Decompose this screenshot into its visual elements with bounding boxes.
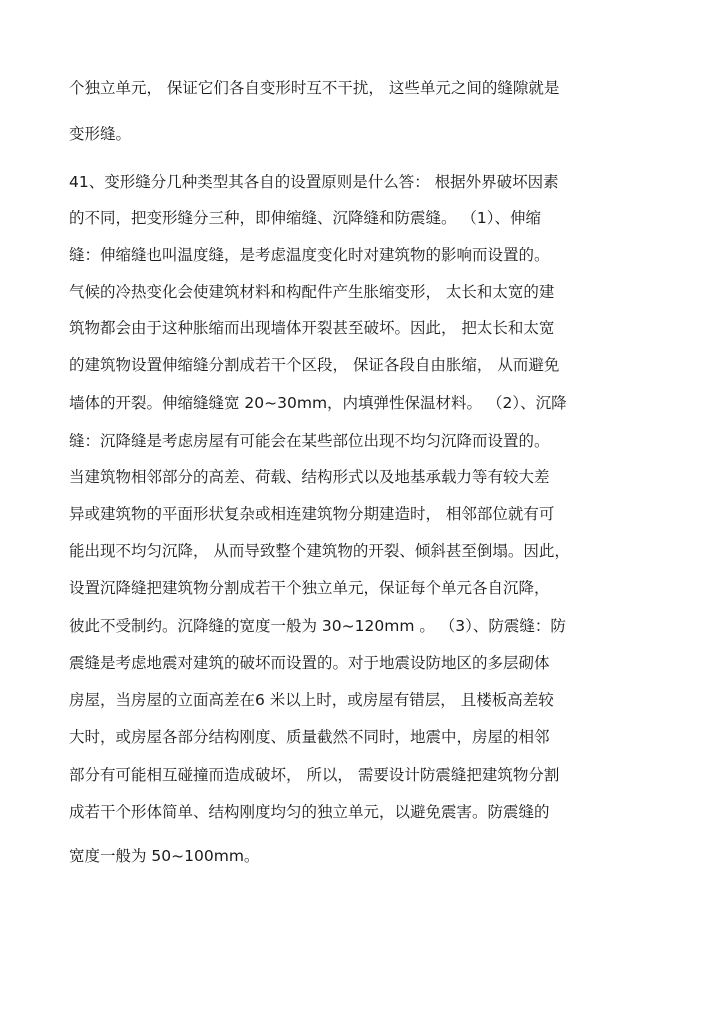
text-line: 震缝是考虑地震对建筑的破坏而设置的。对于地震设防地区的多层砌体 xyxy=(69,654,550,672)
text-line: 墙体的开裂。伸缩缝缝宽 20~30mm，内填弹性保温材料。 （2）、沉降 xyxy=(69,394,567,412)
text-line: 设置沉降缝把建筑物分割成若干个独立单元，保证每个单元各自沉降， xyxy=(69,579,550,597)
text-line: 大时，或房屋各部分结构刚度、质量截然不同时，地震中，房屋的相邻 xyxy=(69,728,550,746)
text-line: 宽度一般为 50~100mm。 xyxy=(69,847,260,865)
text-line: 当建筑物相邻部分的高差、荷载、结构形式以及地基承载力等有较大差 xyxy=(69,468,550,486)
text-line: 成若干个形体简单、结构刚度均匀的独立单元，以避免震害。防震缝的 xyxy=(69,803,550,821)
text-line: 个独立单元， 保证它们各自变形时互不干扰， 这些单元之间的缝隙就是 xyxy=(69,79,560,97)
text-line: 的建筑物设置伸缩缝分割成若干个区段， 保证各段自由胀缩， 从而避免 xyxy=(69,356,560,374)
text-line: 房屋，当房屋的立面高差在6 米以上时，或房屋有错层， 且楼板高差较 xyxy=(69,691,554,709)
text-line: 气候的冷热变化会使建筑材料和构配件产生胀缩变形， 太长和太宽的建 xyxy=(69,283,555,301)
text-line: 异或建筑物的平面形状复杂或相连建筑物分期建造时， 相邻部位就有可 xyxy=(69,505,555,523)
text-line: 变形缝。 xyxy=(69,125,132,143)
text-line: 彼此不受制约。沉降缝的宽度一般为 30~120mm 。 （3）、防震缝：防 xyxy=(69,617,566,635)
text-line: 部分有可能相互碰撞而造成破坏， 所以， 需要设计防震缝把建筑物分割 xyxy=(69,766,560,784)
text-line: 41、变形缝分几种类型其各自的设置原则是什么答： 根据外界破坏因素 xyxy=(69,173,559,191)
text-line: 能出现不均匀沉降， 从而导致整个建筑物的开裂、倾斜甚至倒塌。因此， xyxy=(69,542,570,560)
text-line: 筑物都会由于这种胀缩而出现墙体开裂甚至破坏。因此， 把太长和太宽 xyxy=(69,319,555,337)
text-line: 缝：伸缩缝也叫温度缝，是考虑温度变化时对建筑物的影响而设置的。 xyxy=(69,246,550,264)
text-line: 缝：沉降缝是考虑房屋有可能会在某些部位出现不均匀沉降而设置的。 xyxy=(69,432,550,450)
text-line: 的不同，把变形缝分三种，即伸缩缝、沉降缝和防震缝。 （1）、伸缩 xyxy=(69,209,542,227)
